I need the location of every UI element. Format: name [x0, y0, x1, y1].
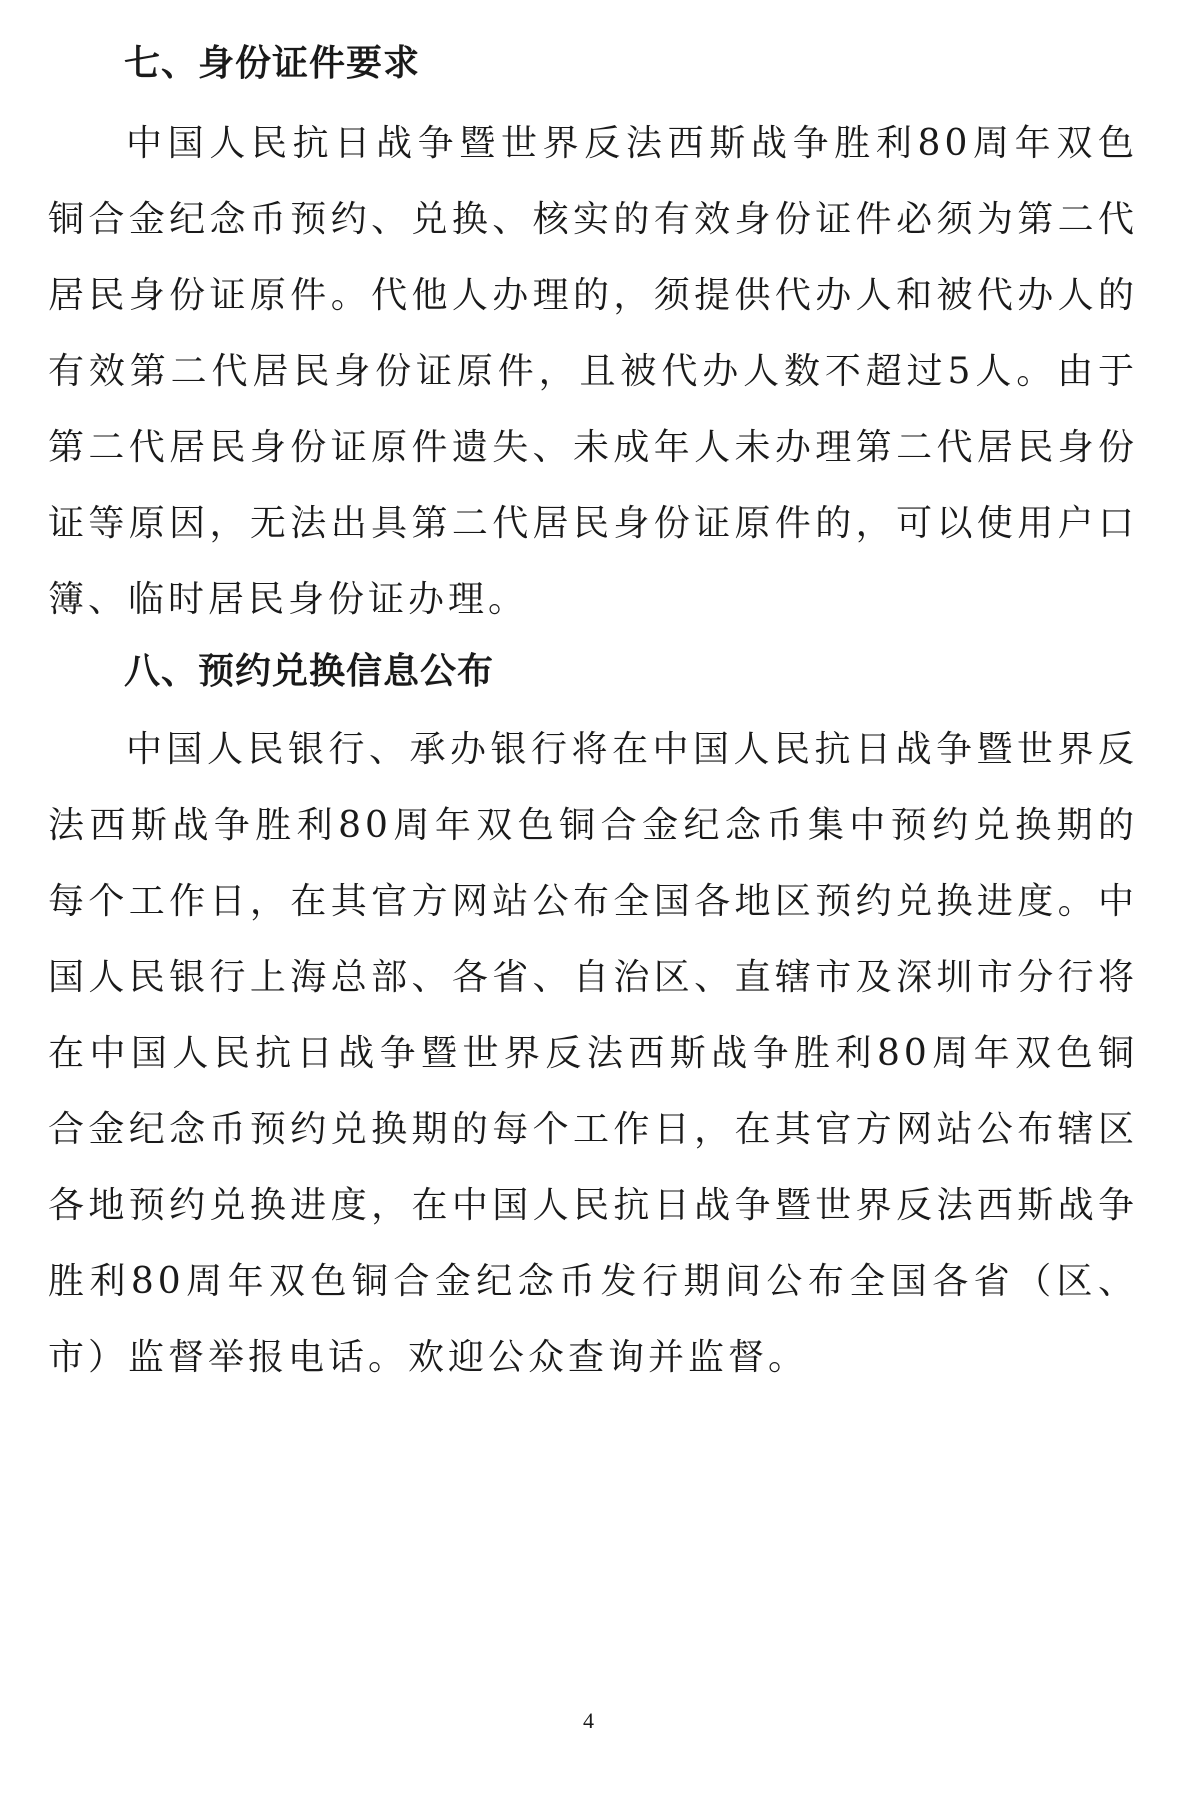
section-heading-id-requirements: 七、身份证件要求 — [124, 43, 421, 84]
section-heading-info-publication: 八、预约兑换信息公布 — [124, 651, 495, 692]
page-number: 4 — [583, 1708, 594, 1733]
section-body-info-publication: 中国人民银行、承办银行将在中国人民抗日战争暨世界反法西斯战争胜利80周年双色铜合金纪念币集中预约兑换期的每个工作日，在其官方网站公布全国各地区预约兑换进度。中国人民银行上海总部、各省、自治区、直辖市及深圳市分行将在中国人民抗日战争暨世界反法西斯战争胜利80周年双色铜合金纪念币预约兑换期的每个工作日，在其官方网站公布辖区各地预约兑换进度，在中国人民抗日战争暨世界反法西斯战争胜利80周年双色铜合金纪念币发行期间公布全国各省（区、市）监督举报电话。欢迎公众查询并监督。 — [48, 729, 1138, 1378]
section-body-id-requirements: 中国人民抗日战争暨世界反法西斯战争胜利80周年双色铜合金纪念币预约、兑换、核实的有效身份证件必须为第二代居民身份证原件。代他人办理的，须提供代办人和被代办人的有效第二代居民身份证原件，且被代办人数不超过5人。由于第二代居民身份证原件遗失、未成年人未办理第二代居民身份证等原因，无法出具第二代居民身份证原件的，可以使用户口簿、临时居民身份证办理。 — [48, 123, 1138, 620]
